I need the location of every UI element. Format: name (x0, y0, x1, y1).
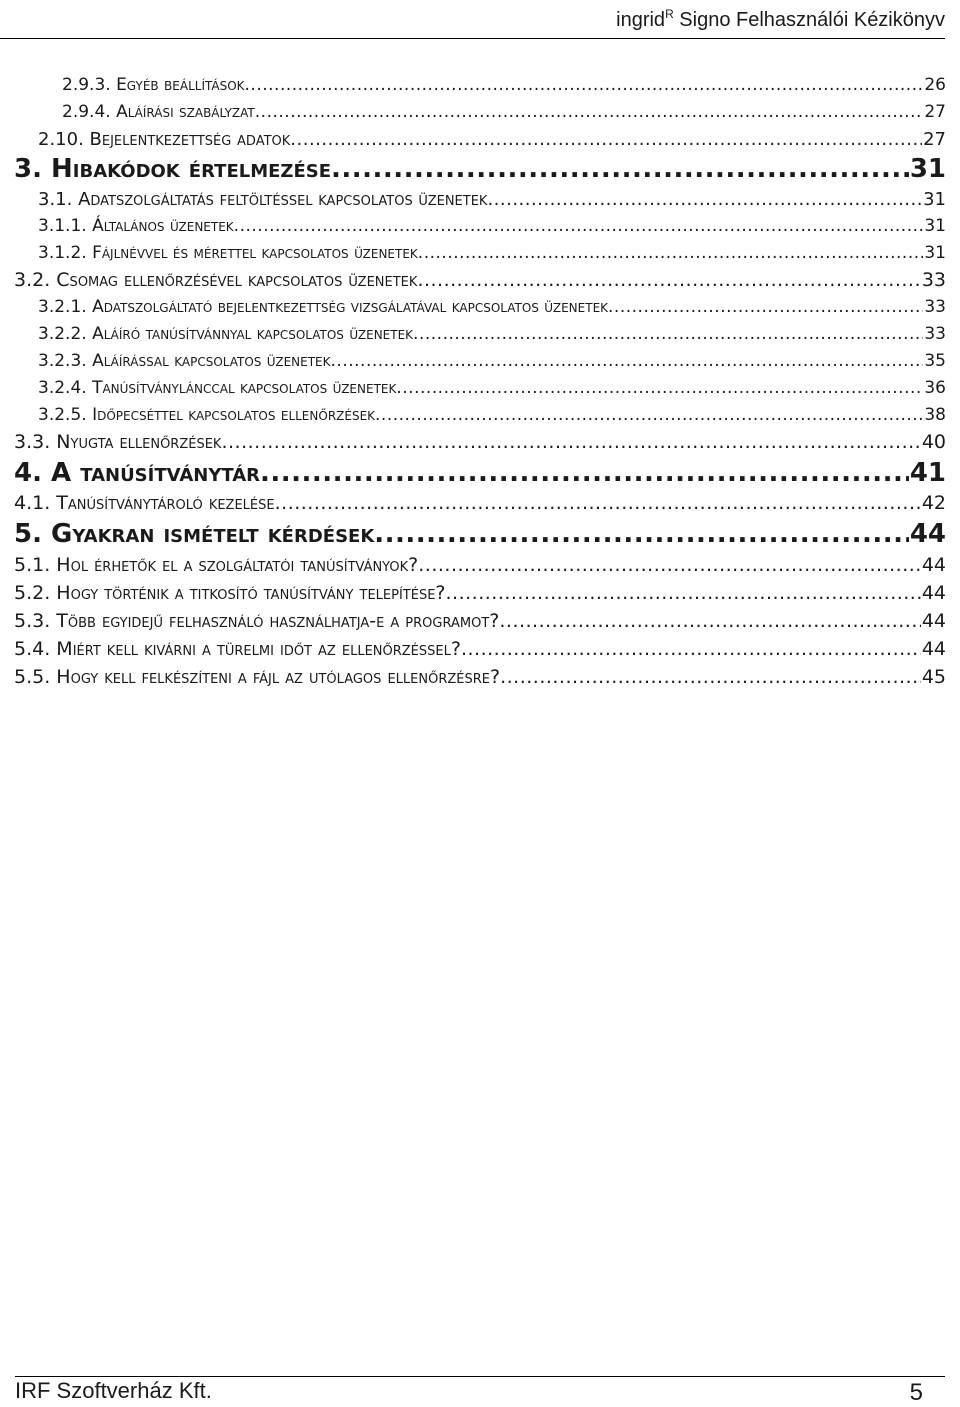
toc-entry[interactable] (14, 663, 946, 691)
toc-entry-title: 4.1. Tanúsítványtároló kezelése (14, 492, 275, 514)
toc-entry[interactable] (14, 579, 946, 607)
toc-entry-page: 45 (921, 666, 946, 688)
toc-entry-title: 5.4. Miért kell kivárni a türelmi időt az ellenőrzéssel? (14, 638, 461, 660)
toc-entry[interactable] (38, 375, 946, 402)
toc-dot-leader (245, 72, 924, 99)
toc-entry-page: 44 (921, 638, 946, 660)
toc-dot-leader (331, 153, 909, 186)
toc-entry-title: 5.1. Hol érhetők el a szolgáltatói tanúsítványok? (14, 554, 419, 576)
toc-entry[interactable] (38, 126, 946, 153)
toc-dot-leader (221, 429, 920, 456)
toc-entry[interactable] (14, 267, 946, 294)
toc-entry[interactable] (38, 402, 946, 429)
toc-dot-leader (418, 240, 924, 267)
toc-entry-title: 3. Hibakódok értelmezése (14, 154, 332, 184)
toc-dot-leader (374, 517, 909, 551)
toc-dot-leader (331, 348, 924, 375)
toc-entry[interactable] (14, 517, 946, 551)
header-title: Signo Felhasználói Kézikönyv (679, 9, 945, 31)
toc-entry-page: 44 (921, 610, 946, 632)
toc-entry-page: 31 (923, 189, 946, 210)
toc-entry-page: 31 (924, 243, 946, 263)
toc-entry-title: 3.3. Nyugta ellenőrzések (14, 431, 222, 453)
toc-entry[interactable] (38, 348, 946, 375)
toc-entry[interactable] (14, 607, 946, 635)
toc-entry-page: 35 (924, 351, 946, 371)
toc-entry-title: 3.2.3. Aláírással kapcsolatos üzenetek (38, 351, 331, 371)
toc-entry-title: 5.5. Hogy kell felkészíteni a fájl az utólagos ellenőrzésre? (14, 666, 501, 688)
toc-entry-title: 5.3. Több egyidejű felhasználó használhatja-e a programot? (14, 610, 500, 632)
table-of-contents (14, 72, 946, 691)
toc-entry-page: 33 (924, 324, 946, 344)
registered-mark: R (665, 7, 674, 21)
toc-dot-leader (375, 402, 923, 429)
toc-entry-title: 3.2.4. Tanúsítványlánccal kapcsolatos üzenetek (38, 378, 397, 398)
toc-entry-title: 3.1.2. Fájlnévvel és mérettel kapcsolatos üzenetek (38, 243, 418, 263)
toc-dot-leader (290, 126, 922, 153)
toc-dot-leader (417, 267, 920, 294)
toc-entry[interactable] (38, 240, 946, 267)
toc-entry-page: 33 (921, 269, 946, 291)
toc-entry-title: 3.1.1. Általános üzenetek (38, 216, 234, 236)
toc-entry-title: 3.2.1. Adatszolgáltató bejelentkezettség vizsgálatával kapcsolatos üzenetek (38, 297, 609, 317)
toc-entry-page: 33 (924, 297, 946, 317)
toc-dot-leader (500, 663, 921, 691)
toc-dot-leader (487, 186, 922, 213)
toc-entry-title: 4. A tanúsítványtár (14, 458, 261, 488)
header-brand: ingrid (616, 9, 666, 31)
toc-entry[interactable] (38, 321, 946, 348)
toc-entry-title: 2.10. Bejelentkezettség adatok (38, 129, 291, 150)
toc-entry-title: 3.2.5. Időpecséttel kapcsolatos ellenőrzések (38, 405, 376, 425)
toc-entry[interactable] (14, 551, 946, 579)
toc-dot-leader (418, 551, 921, 579)
toc-entry-title: 3.1. Adatszolgáltatás feltöltéssel kapcsolatos üzenetek (38, 189, 488, 210)
toc-entry-title: 3.2.2. Aláíró tanúsítvánnyal kapcsolatos üzenetek (38, 324, 414, 344)
toc-entry-page: 42 (921, 492, 946, 514)
toc-dot-leader (255, 99, 924, 126)
toc-entry-title: 3.2. Csomag ellenőrzésével kapcsolatos üzenetek (14, 269, 418, 291)
toc-entry-page: 31 (924, 216, 946, 236)
toc-entry[interactable] (38, 213, 946, 240)
toc-dot-leader (413, 321, 923, 348)
toc-entry[interactable] (14, 429, 946, 456)
toc-entry[interactable] (38, 294, 946, 321)
toc-dot-leader (396, 375, 923, 402)
toc-dot-leader (234, 213, 924, 240)
toc-entry[interactable] (62, 72, 946, 99)
page-header (0, 0, 945, 39)
toc-entry-page: 27 (923, 129, 946, 150)
toc-entry[interactable] (14, 635, 946, 663)
toc-entry-page: 40 (921, 431, 946, 453)
toc-dot-leader (260, 456, 909, 490)
toc-dot-leader (608, 294, 923, 321)
toc-dot-leader (446, 579, 921, 607)
footer-page-number: 5 (909, 1379, 923, 1406)
toc-entry-page: 41 (909, 458, 946, 488)
toc-entry[interactable] (14, 153, 946, 186)
toc-entry-page: 38 (924, 405, 946, 425)
footer-company: IRF Szoftverház Kft. (15, 1378, 212, 1403)
toc-entry[interactable] (14, 490, 946, 517)
toc-entry-page: 27 (924, 102, 946, 122)
toc-entry-page: 31 (909, 154, 946, 184)
toc-entry[interactable] (14, 456, 946, 490)
toc-entry[interactable] (38, 186, 946, 213)
toc-entry-title: 5. Gyakran ismételt kérdések (14, 519, 375, 549)
toc-dot-leader (275, 490, 921, 517)
toc-entry-title: 5.2. Hogy történik a titkosító tanúsítvány telepítése? (14, 582, 446, 604)
toc-entry-page: 44 (921, 554, 946, 576)
toc-dot-leader (499, 607, 920, 635)
toc-entry-title: 2.9.3. Egyéb beállítások (62, 75, 245, 95)
toc-entry-page: 44 (921, 582, 946, 604)
toc-dot-leader (461, 635, 921, 663)
page-footer (15, 1376, 945, 1405)
toc-entry[interactable] (62, 99, 946, 126)
toc-entry-page: 44 (909, 519, 946, 549)
toc-entry-page: 26 (924, 75, 946, 95)
toc-entry-page: 36 (924, 378, 946, 398)
toc-entry-title: 2.9.4. Aláírási szabályzat (62, 102, 255, 122)
